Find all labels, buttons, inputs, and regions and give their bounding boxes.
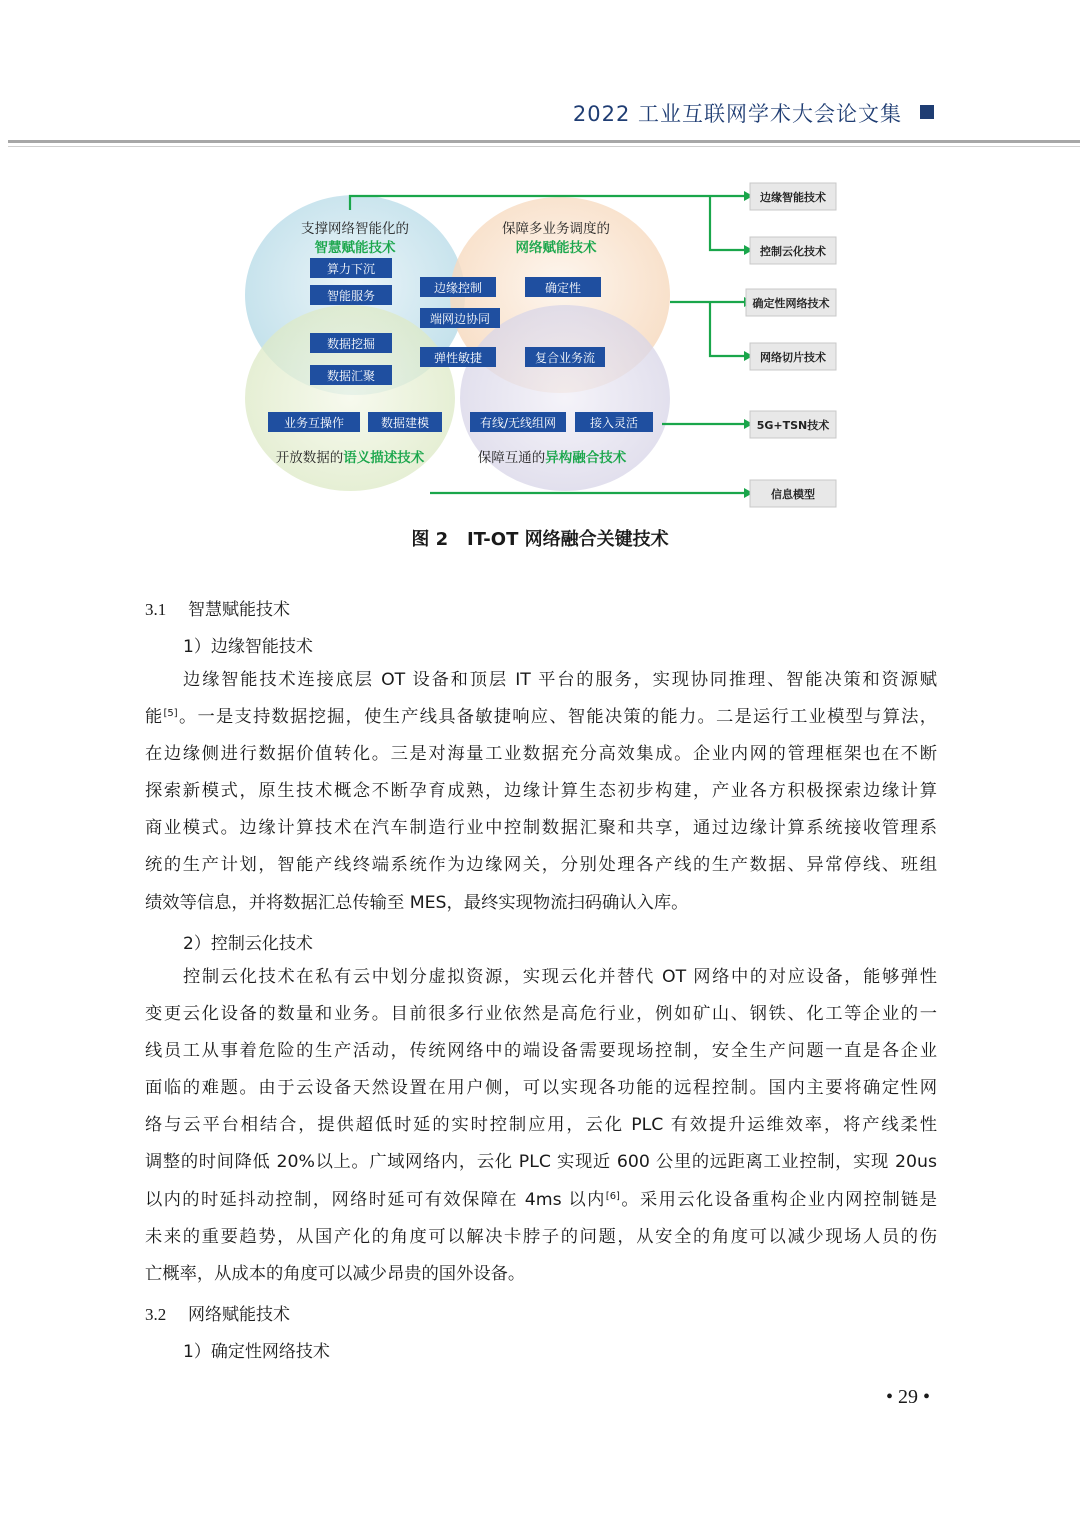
citation-ref: [6] (605, 1190, 620, 1202)
circle-bl-title-highlight: 语义描述技术 (343, 450, 425, 466)
box-compute-sink: 算力下沉 (326, 262, 376, 276)
paragraph-line: 控制云化技术在私有云中划分虚拟资源，实现云化并替代 OT 网络中的对应设备，能够弹性 (183, 967, 937, 987)
circle-bl-title-prefix: 开放数据的 (275, 450, 344, 466)
section-title: 网络赋能技术 (188, 1305, 290, 1325)
figure-caption-label: 图 2 (411, 529, 449, 550)
circle-br-title (478, 449, 627, 466)
paragraph-line: 探索新模式，原生技术概念不断孕育成熟，边缘计算生态初步构建，产业各方积极探索边缘计算 (145, 781, 937, 802)
paragraph-line (145, 699, 937, 736)
section-number: 3.2 (145, 1305, 167, 1324)
subheading-cloud-control: 2）控制云化技术 (183, 934, 313, 954)
circle-tl-title-2: 智慧赋能技术 (314, 240, 396, 256)
paragraph-line: 调整的时间降低 20%以上。广域网络内，云化 PLC 实现近 600 公里的远距离工业控制，实现 20us (145, 1152, 937, 1173)
paragraph-cloud-control (145, 959, 937, 1293)
page-number: • 29 • (885, 1386, 930, 1408)
box-data-aggregation: 数据汇聚 (326, 369, 376, 383)
section-3-2-heading (145, 1300, 290, 1325)
subheading-deterministic-network: 1）确定性网络技术 (183, 1342, 330, 1362)
running-header-title: 2022 工业互联网学术大会论文集 (572, 102, 902, 126)
tech-label-5g-tsn: 5G+TSN技术 (756, 419, 830, 432)
circle-tl-title-1: 支撑网络智能化的 (301, 221, 409, 237)
box-interoperation: 业务互操作 (283, 416, 345, 430)
header-rule (8, 140, 1080, 143)
paragraph-line (145, 1182, 937, 1219)
paragraph-line: 变更云化设备的数量和业务。目前很多行业依然是高危行业，例如矿山、钢铁、化工等企业的一 (145, 1004, 937, 1025)
circle-tr-title-1: 保障多业务调度的 (502, 221, 610, 237)
box-flexible-access: 接入灵活 (589, 416, 639, 430)
tech-label-deterministic: 确定性网络技术 (752, 297, 830, 310)
box-device-net-edge: 端网边协同 (429, 312, 491, 326)
header-rule-thin (8, 146, 1080, 147)
paragraph-line: 面临的难题。由于云设备天然设置在用户侧，可以实现各功能的远程控制。国内主要将确定性网 (145, 1078, 937, 1099)
box-determinism: 确定性 (544, 281, 582, 295)
paragraph-line: 商业模式。边缘计算技术在汽车制造行业中控制数据汇聚和共享，通过边缘计算系统接收管理系 (145, 818, 937, 839)
box-wired-wireless: 有线/无线组网 (479, 416, 557, 430)
circle-br-title-highlight: 异构融合技术 (545, 450, 627, 466)
box-elastic-agile: 弹性敏捷 (433, 351, 483, 365)
line-text: 以内的时延抖动控制，网络时延可有效保障在 4ms 以内 (145, 1189, 606, 1210)
tech-label-edge-ai: 边缘智能技术 (760, 191, 826, 204)
figure-caption-title: IT-OT 网络融合关键技术 (466, 529, 669, 550)
citation-ref: [5] (163, 708, 178, 720)
box-data-modeling: 数据建模 (380, 416, 430, 430)
tech-label-cloud-control: 控制云化技术 (760, 245, 826, 258)
paragraph-line: 未来的重要趋势，从国产化的角度可以解决卡脖子的问题，从安全的角度可以减少现场人员的伤 (145, 1226, 937, 1247)
paragraph-line: 线员工从事着危险的生产活动，传统网络中的端设备需要现场控制，安全生产问题一直是各企业 (145, 1041, 937, 1062)
section-title: 智慧赋能技术 (188, 600, 290, 620)
circle-tr-title-2: 网络赋能技术 (515, 240, 597, 256)
paragraph-line: 亡概率，从成本的角度可以减少昂贵的国外设备。 (145, 1263, 526, 1284)
box-smart-service: 智能服务 (326, 289, 376, 303)
paragraph-line: 在边缘侧进行数据价值转化。三是对海量工业数据充分高效集成。企业内网的管理框架也在不断 (145, 744, 937, 765)
figure-caption (0, 525, 1080, 551)
paragraph-line: 络与云平台相结合，提供超低时延的实时控制应用，云化 PLC 有效提升运维效率，将产线柔性 (145, 1115, 937, 1136)
tech-label-slicing: 网络切片技术 (760, 351, 826, 364)
line-text: 能 (145, 707, 164, 728)
box-edge-control: 边缘控制 (433, 281, 483, 295)
line-text: 。采用云化设备重构企业内网控制链是 (619, 1189, 937, 1210)
paragraph-line: 边缘智能技术连接底层 OT 设备和顶层 IT 平台的服务，实现协同推理、智能决策和资源赋 (183, 670, 937, 690)
subheading-edge-ai: 1）边缘智能技术 (183, 637, 313, 657)
figure-it-ot-diagram (230, 170, 860, 515)
box-data-mining: 数据挖掘 (326, 337, 376, 351)
section-3-1-heading (145, 595, 290, 620)
header-square-icon (920, 105, 934, 119)
paragraph-line: 统的生产计划，智能产线终端系统作为边缘网关，分别处理各产线的生产数据、异常停线、班组 (145, 855, 937, 876)
circle-bl-title (276, 449, 425, 466)
box-composite-flow: 复合业务流 (534, 351, 596, 365)
circle-br-title-prefix: 保障互通的 (477, 450, 546, 466)
section-number: 3.1 (145, 600, 167, 619)
tech-label-info-model: 信息模型 (771, 488, 815, 501)
paragraph-edge-ai (145, 662, 937, 922)
paragraph-line: 绩效等信息，并将数据汇总传输至 MES，最终实现物流扫码确认入库。 (145, 892, 689, 913)
line-text: 。一是支持数据挖掘，使生产线具备敏捷响应、智能决策的能力。二是运行工业模型与算法， (177, 707, 937, 728)
